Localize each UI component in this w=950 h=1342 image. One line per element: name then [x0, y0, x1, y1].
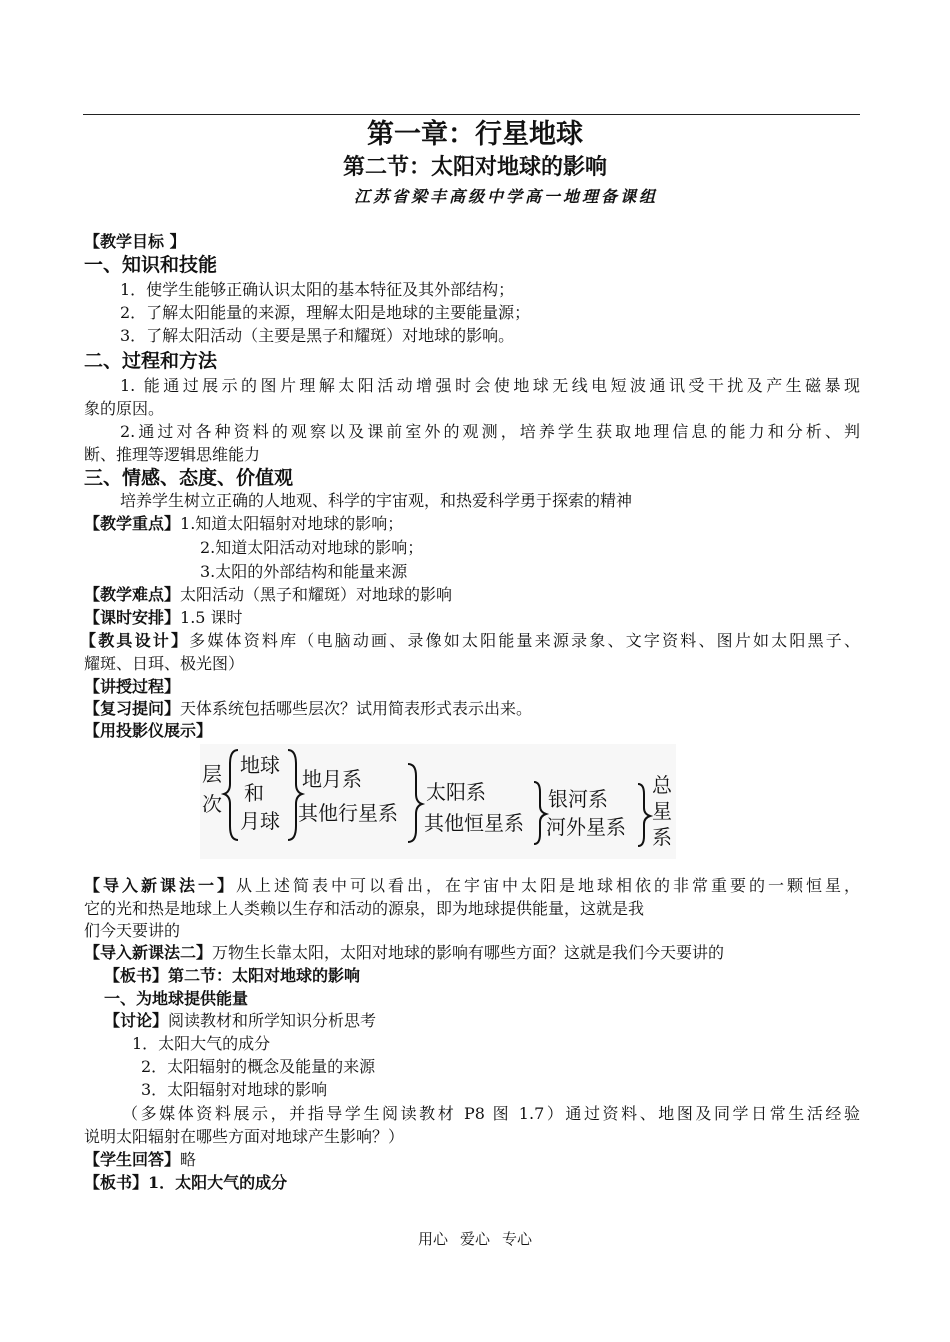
- diagram-earth-moon: 地月系: [302, 767, 362, 791]
- review-line: [84, 698, 864, 720]
- media-text-1: （多媒体资料展示，并指导学生阅读教材 P8 图 1.7）通过资料、地图及同学日常生活经验: [122, 1104, 860, 1123]
- knowledge-item-3: 3．了解太阳活动（主要是黑子和耀斑）对地球的影响。: [120, 326, 515, 345]
- footer-word-2: 爱心: [459, 1230, 490, 1248]
- chapter-title: 第一章：行星地球: [367, 119, 583, 150]
- discussion-line: [104, 1010, 884, 1032]
- header-rule: [83, 114, 860, 115]
- hours-text: 1.5 课时: [180, 608, 243, 627]
- intro2-text: 万物生长靠太阳，太阳对地球的影响有哪些方面？这就是我们今天要讲的: [212, 943, 725, 962]
- page-footer: [0, 1228, 950, 1249]
- process-label: 【讲授过程】: [84, 677, 181, 696]
- projector-label: 【用投影仪展示】: [84, 721, 213, 740]
- diagram-level-2: 次: [202, 792, 222, 816]
- author-line: 江苏省梁丰高级中学高一地理备课组: [353, 187, 658, 206]
- hours-label: 【课时安排】: [84, 608, 181, 627]
- diagram-other-star: 其他恒星系: [424, 811, 524, 835]
- values-text: 培养学生树立正确的人地观、科学的宇宙观，和热爱科学勇于探索的精神: [120, 491, 633, 510]
- difficulty-label: 【教学难点】: [84, 585, 181, 604]
- media-text-2: 说明太阳辐射在哪些方面对地球产生影响？）: [84, 1127, 405, 1146]
- intro1-text-3: 们今天要讲的: [84, 921, 181, 940]
- board2-line: [84, 1172, 864, 1194]
- process-item-2b: 断、推理等逻辑思维能力: [84, 445, 261, 464]
- board1-text: 第二节：太阳对地球的影响: [168, 966, 361, 985]
- diagram-other-planet: 其他行星系: [298, 801, 398, 825]
- board2-label: 【板书】: [84, 1173, 149, 1192]
- difficulty-text: 太阳活动（黑子和耀斑）对地球的影响: [180, 585, 453, 604]
- keypoints-item-2: 2.知道太阳活动对地球的影响；: [200, 538, 424, 557]
- board1-label: 【板书】: [104, 966, 169, 985]
- discussion-label: 【讨论】: [104, 1011, 169, 1030]
- diagram-total-2: 星: [652, 799, 672, 823]
- difficulty-line: [84, 584, 864, 606]
- footer-word-1: 用心: [417, 1230, 448, 1248]
- diagram-total-3: 系: [652, 825, 672, 849]
- section-title: 第二节：太阳对地球的影响: [342, 154, 607, 180]
- hours-line: [84, 607, 864, 629]
- board2-text: 1．太阳大气的成分: [148, 1173, 288, 1192]
- keypoints-item-1: 1.知道太阳辐射对地球的影响；: [180, 514, 404, 533]
- answer-line: [84, 1149, 864, 1171]
- tools-line-1: [80, 630, 860, 652]
- board1-line: [104, 965, 884, 987]
- intro2-line: [84, 942, 864, 964]
- diagram-earth: 地球: [240, 753, 280, 777]
- diagram-total-1: 总: [652, 773, 672, 797]
- diagram-solar: 太阳系: [426, 780, 486, 804]
- knowledge-item-2: 2．了解太阳能量的来源，理解太阳是地球的主要能量源；: [120, 303, 531, 322]
- tools-text-1: 多媒体资料库（电脑动画、录像如太阳能量来源录象、文字资料、图片如太阳黑子、: [189, 631, 860, 650]
- discussion-text: 阅读教材和所学知识分析思考: [168, 1011, 377, 1030]
- heading-process: 二、过程和方法: [84, 350, 218, 372]
- footer-word-3: 专心: [502, 1230, 533, 1248]
- discussion-q2: 2．太阳辐射的概念及能量的来源: [141, 1057, 376, 1076]
- diagram-moon: 月球: [240, 809, 280, 833]
- review-label: 【复习提问】: [84, 699, 181, 718]
- diagram-extragalactic: 河外星系: [546, 815, 626, 839]
- review-text: 天体系统包括哪些层次？试用简表形式表示出来。: [180, 699, 533, 718]
- part1-heading: 一、为地球提供能量: [104, 989, 249, 1008]
- tools-label: 【教具设计】: [80, 631, 190, 650]
- diagram-level-1: 层: [202, 762, 222, 786]
- celestial-system-diagram: [200, 744, 676, 859]
- diagram-and: 和: [244, 781, 264, 805]
- keypoints-label: 【教学重点】: [84, 514, 181, 533]
- discussion-q3: 3．太阳辐射对地球的影响: [141, 1080, 328, 1099]
- diagram-milky-way: 银河系: [548, 787, 608, 811]
- intro1-label: 【导入新课法一】: [84, 876, 236, 895]
- keypoints-line-1: [84, 513, 864, 535]
- answer-text: 略: [180, 1150, 197, 1169]
- process-item-2a: 2.通过对各种资料的观察以及课前室外的观测，培养学生获取地理信息的能力和分析、判: [120, 422, 860, 441]
- intro1-text-1: 从上述简表中可以看出，在宇宙中太阳是地球相依的非常重要的一颗恒星，: [236, 876, 860, 895]
- goals-label: 【教学目标 】: [84, 232, 186, 251]
- intro1-line-1: [84, 875, 860, 897]
- answer-label: 【学生回答】: [84, 1150, 181, 1169]
- intro1-text-2: 它的光和热是地球上人类赖以生存和活动的源泉，即为地球提供能量，这就是我: [84, 899, 645, 918]
- heading-knowledge: 一、知识和技能: [84, 254, 218, 276]
- knowledge-item-1: 1．使学生能够正确认识太阳的基本特征及其外部结构；: [120, 280, 515, 299]
- process-item-1a: 1. 能通过展示的图片理解太阳活动增强时会使地球无线电短波通讯受干扰及产生磁暴现: [120, 376, 860, 395]
- keypoints-item-3: 3.太阳的外部结构和能量来源: [200, 562, 408, 581]
- process-item-1b: 象的原因。: [84, 399, 165, 418]
- intro2-label: 【导入新课法二】: [84, 943, 213, 962]
- heading-values: 三、情感、态度、价值观: [84, 467, 294, 489]
- tools-text-2: 耀斑、日珥、极光图）: [84, 654, 245, 673]
- discussion-q1: 1．太阳大气的成分: [132, 1034, 271, 1053]
